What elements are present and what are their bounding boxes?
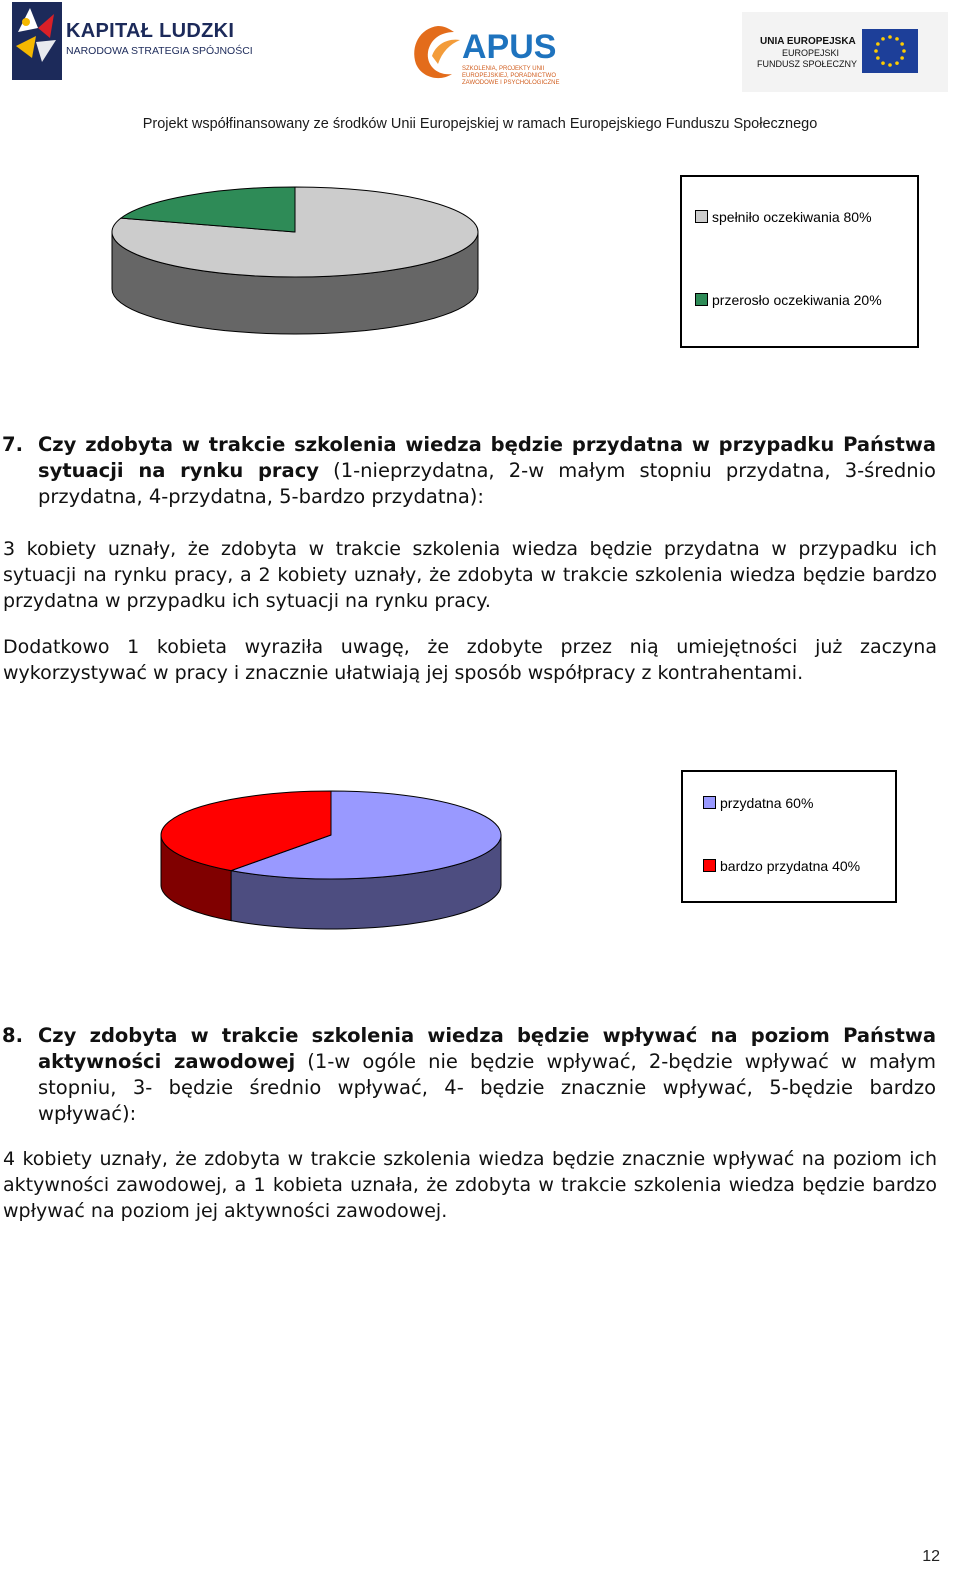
eu-star-icon	[900, 42, 904, 46]
eu-star-icon	[888, 35, 892, 39]
eu-star-icon	[900, 56, 904, 60]
chart2-legend	[681, 770, 897, 903]
eu-star-icon	[881, 37, 885, 41]
legend-swatch-blue	[703, 796, 716, 809]
question-scale: (1-w ogóle nie będzie wpływać, 2-będzie wpływać w małym stopniu, 3- będzie średnio wpływać, 4- będzie znacznie wpływać, 5-będzie bardzo wpływać):	[38, 1050, 937, 1125]
apus-bird-icon	[408, 22, 468, 84]
legend-item	[703, 858, 860, 874]
legend-item	[695, 209, 872, 225]
apus-tagline: SZKOLENIA, PROJEKTY UNII EUROPEJSKIEJ, PORADNICTWO ZAWODOWE I PSYCHOLOGICZNE	[462, 66, 560, 86]
eu-line-3: FUNDUSZ SPOŁECZNY	[757, 59, 858, 69]
legend-swatch-red	[703, 859, 716, 872]
question-text-bold: Czy zdobyta w trakcie szkolenia wiedza będzie przydatna w przypadku Państwa sytuacji na rynku pracy	[38, 433, 936, 482]
legend-item	[703, 795, 813, 811]
eu-star-icon	[874, 49, 878, 53]
question-scale: (1-nieprzydatna, 2-w małym stopniu przydatna, 3-średnio przydatna, 4-przydatna, 5-bardzo przydatna):	[38, 459, 936, 508]
kapital-ludzki-title: KAPITAŁ LUDZKI	[66, 20, 235, 42]
answer-paragraph: Dodatkowo 1 kobieta wyraziła uwagę, że zdobyte przez nią umiejętności już zaczyna wykorzystywać w pracy i znacznie ułatwiają jej sposób współpracy z kontrahentami.	[3, 636, 937, 684]
eu-star-icon	[876, 42, 880, 46]
eu-star-icon	[876, 56, 880, 60]
eu-star-icon	[881, 61, 885, 65]
pie-chart-usefulness	[150, 790, 510, 940]
answer-paragraph: 3 kobiety uznały, że zdobyta w trakcie szkolenia wiedza będzie przydatna w przypadku ich sytuacji na rynku pracy, a 2 kobiety uznały, że zdobyta w trakcie szkolenia wiedza będzie bardzo przydatna w przypadku ich sytuacji na rynku pracy.	[3, 538, 937, 612]
question-7	[2, 432, 936, 510]
question-number: 8.	[2, 1024, 23, 1047]
legend-label: bardzo przydatna 40%	[720, 858, 861, 874]
kapital-ludzki-subtitle: NARODOWA STRATEGIA SPÓJNOŚCI	[66, 45, 253, 57]
apus-name: APUS	[462, 28, 557, 66]
question-number: 7.	[2, 433, 23, 456]
eu-star-icon	[902, 49, 906, 53]
legend-swatch-green	[695, 293, 708, 306]
kapital-ludzki-logo	[12, 2, 252, 84]
legend-item	[695, 292, 882, 308]
eu-star-icon	[895, 61, 899, 65]
eu-line-1: UNIA EUROPEJSKA	[760, 36, 856, 47]
project-funding-line: Projekt współfinansowany ze środków Unii Europejskiej w ramach Europejskiego Funduszu Społecznego	[142, 116, 818, 132]
legend-label: przerosło oczekiwania 20%	[712, 292, 882, 308]
page-number: 12	[922, 1548, 940, 1565]
eu-flag-icon	[862, 29, 918, 73]
eu-star-icon	[888, 63, 892, 67]
legend-label: spełniło oczekiwania 80%	[712, 209, 872, 225]
kapital-ludzki-emblem-icon	[12, 2, 68, 82]
legend-swatch-grey	[695, 210, 708, 223]
question-8	[2, 1023, 937, 1127]
answer-paragraph: 4 kobiety uznały, że zdobyta w trakcie szkolenia wiedza będzie znacznie wpływać na poziom ich aktywności zawodowej, a 1 kobieta uznała, że zdobyta w trakcie szkolenia wiedza będzie bardzo wpływać na poziom jej aktywności zawodowej.	[3, 1148, 937, 1222]
pie-chart-expectations	[100, 180, 500, 350]
eu-star-icon	[895, 37, 899, 41]
chart1-legend	[680, 175, 919, 348]
question-text-bold: Czy zdobyta w trakcie szkolenia wiedza będzie wpływać na poziom Państwa aktywności zawodowej	[38, 1024, 936, 1073]
legend-label: przydatna 60%	[720, 795, 814, 811]
eu-line-2: EUROPEJSKI	[782, 48, 840, 58]
